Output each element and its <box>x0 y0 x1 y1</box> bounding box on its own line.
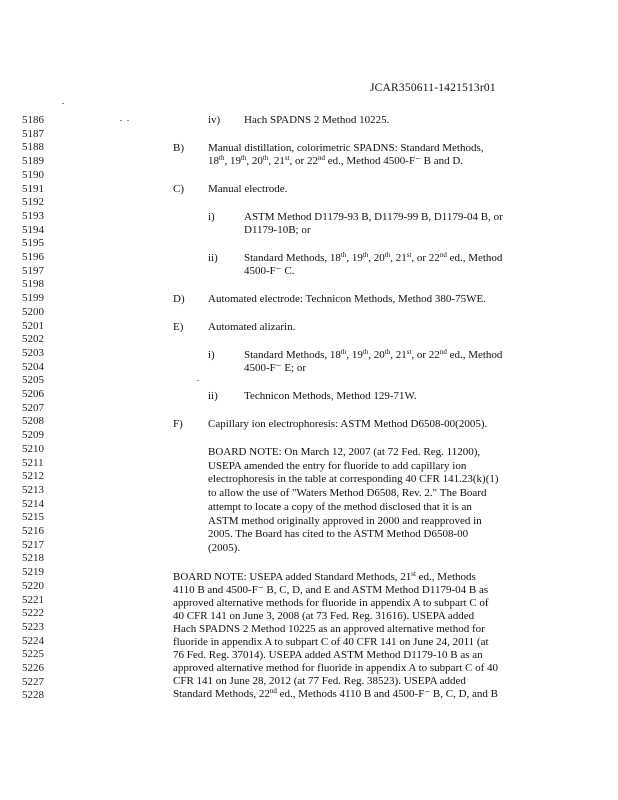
board-note-2-line: 76 Fed. Reg. 37014). USEPA added ASTM Method D1179-10 B as an <box>173 649 483 661</box>
item-text: Automated electrode: Technicon Methods, Method 380-75WE. <box>208 293 486 305</box>
board-note-2-line: Standard Methods, 22nd ed., Methods 4110 B and 4500-F⁻ B, C, D, and B <box>173 687 498 700</box>
board-note-1-line: 2005. The Board has cited to the ASTM Method D6508-00 <box>208 528 469 541</box>
line-number: 5196 <box>22 251 44 263</box>
line-number: 5214 <box>22 497 44 510</box>
item-marker: iv) <box>208 114 221 126</box>
board-note-1-line: BOARD NOTE: On March 12, 2007 (at 72 Fed. Reg. 11200), <box>208 446 481 458</box>
line-number: 5228 <box>22 689 44 702</box>
line-number: 5205 <box>22 374 44 387</box>
line-number: 5187 <box>22 127 44 140</box>
item-marker: D) <box>173 293 185 305</box>
board-note-1-line: (2005). <box>208 541 241 554</box>
item-text: Standard Methods, 18th, 19th, 20th, 21st, or 22nd ed., Method <box>244 251 503 264</box>
line-number: 5202 <box>22 333 44 346</box>
board-note-2-line: CFR 141 on June 28, 2012 (at 77 Fed. Reg. 38523). USEPA added <box>173 675 466 687</box>
scan-speck <box>120 120 122 121</box>
line-number: 5186 <box>22 114 44 126</box>
line-number: 5206 <box>22 388 44 400</box>
item-text: Manual electrode. <box>208 183 288 195</box>
item-text: 18th, 19th, 20th, 21st, or 22nd ed., Method 4500-F⁻ B and D. <box>208 154 464 167</box>
item-text: ASTM Method D1179-93 B, D1179-99 B, D1179-04 B, or <box>244 211 503 223</box>
board-note-2-line: approved alternative method for fluoride in appendix A to subpart C of 40 <box>173 662 499 674</box>
line-number: 5219 <box>22 566 44 579</box>
item-text: Standard Methods, 18th, 19th, 20th, 21st, or 22nd ed., Method <box>244 348 503 361</box>
board-note-1-line: electrophoresis in the table at corresponding 40 CFR 141.23(k)(1) <box>208 473 499 486</box>
line-number: 5217 <box>22 538 44 551</box>
line-number: 5218 <box>22 552 44 565</box>
item-text: Capillary ion electrophoresis: ASTM Method D6508-00(2005). <box>208 418 488 430</box>
line-number: 5208 <box>22 415 44 428</box>
item-text: D1179-10B; or <box>244 224 311 236</box>
item-marker: C) <box>173 183 184 195</box>
line-number: 5227 <box>22 675 44 688</box>
item-text: Manual distillation, colorimetric SPADNS: Standard Methods, <box>208 142 484 154</box>
line-number: 5203 <box>22 346 44 359</box>
line-number: 5210 <box>22 442 44 455</box>
line-number: 5225 <box>22 648 44 661</box>
line-number: 5191 <box>22 182 44 195</box>
line-number: 5213 <box>22 483 44 496</box>
board-note-1-line: to allow the use of "Waters Method D6508, Rev. 2." The Board <box>208 487 487 500</box>
item-marker: ii) <box>208 390 218 402</box>
line-number: 5212 <box>22 470 44 483</box>
line-number: 5199 <box>22 292 44 305</box>
line-number: 5189 <box>22 155 44 168</box>
item-text: Technicon Methods, Method 129-71W. <box>244 390 417 402</box>
line-number: 5204 <box>22 360 44 373</box>
item-text: Hach SPADNS 2 Method 10225. <box>244 114 390 126</box>
line-number: 5198 <box>22 278 44 291</box>
line-number: 5222 <box>22 607 44 620</box>
document-id-header: JCAR350611-1421513r01 <box>370 82 496 94</box>
line-number: 5190 <box>22 168 44 181</box>
line-number: 5193 <box>22 209 44 222</box>
line-number: 5197 <box>22 264 44 277</box>
item-marker: F) <box>173 418 183 430</box>
line-number: 5221 <box>22 593 44 606</box>
item-marker: i) <box>208 211 215 223</box>
item-marker: i) <box>208 349 215 361</box>
line-number: 5216 <box>22 525 44 537</box>
line-number: 5200 <box>22 305 44 318</box>
line-number: 5223 <box>22 620 44 633</box>
scan-speck <box>62 103 64 104</box>
item-marker: ii) <box>208 252 218 264</box>
line-number: 5188 <box>22 141 44 154</box>
line-number: 5207 <box>22 401 44 414</box>
board-note-2-line: fluoride in appendix A to subpart C of 40 CFR 141 on June 24, 2011 (at <box>173 636 489 648</box>
item-text: 4500-F⁻ E; or <box>244 362 307 374</box>
scan-speck <box>127 120 129 121</box>
line-number: 5215 <box>22 511 44 524</box>
item-text: Automated alizarin. <box>208 321 296 333</box>
board-note-1-line: ASTM method originally approved in 2000 and reapproved in <box>208 514 482 527</box>
board-note-1-line: USEPA amended the entry for fluoride to add capillary ion <box>208 459 467 472</box>
item-marker: E) <box>173 321 184 333</box>
line-number: 5220 <box>22 579 44 592</box>
item-text: 4500-F⁻ C. <box>244 265 295 277</box>
board-note-2-line: 40 CFR 141 on June 3, 2008 (at 73 Fed. Reg. 31616). USEPA added <box>173 610 475 622</box>
item-marker: B) <box>173 142 184 154</box>
board-note-1-line: attempt to locate a copy of the method disclosed that it is an <box>208 500 472 513</box>
line-number: 5201 <box>22 319 44 332</box>
line-number: 5209 <box>22 429 44 442</box>
line-number: 5211 <box>22 456 44 469</box>
line-number: 5195 <box>22 237 44 250</box>
line-number: 5224 <box>22 634 44 647</box>
line-number: 5192 <box>22 196 44 209</box>
scan-speck <box>197 380 199 381</box>
board-note-2-line: BOARD NOTE: USEPA added Standard Methods, 21st ed., Methods <box>173 570 476 583</box>
board-note-2-line: Hach SPADNS 2 Method 10225 as an approved alternative method for <box>173 623 485 635</box>
line-number: 5226 <box>22 662 44 674</box>
board-note-2-line: approved alternative methods for fluoride in appendix A to subpart C of <box>173 597 489 609</box>
board-note-2-line: 4110 B and 4500-F⁻ B, C, D, and E and ASTM Method D1179-04 B as <box>173 584 489 596</box>
line-number: 5194 <box>22 223 44 236</box>
